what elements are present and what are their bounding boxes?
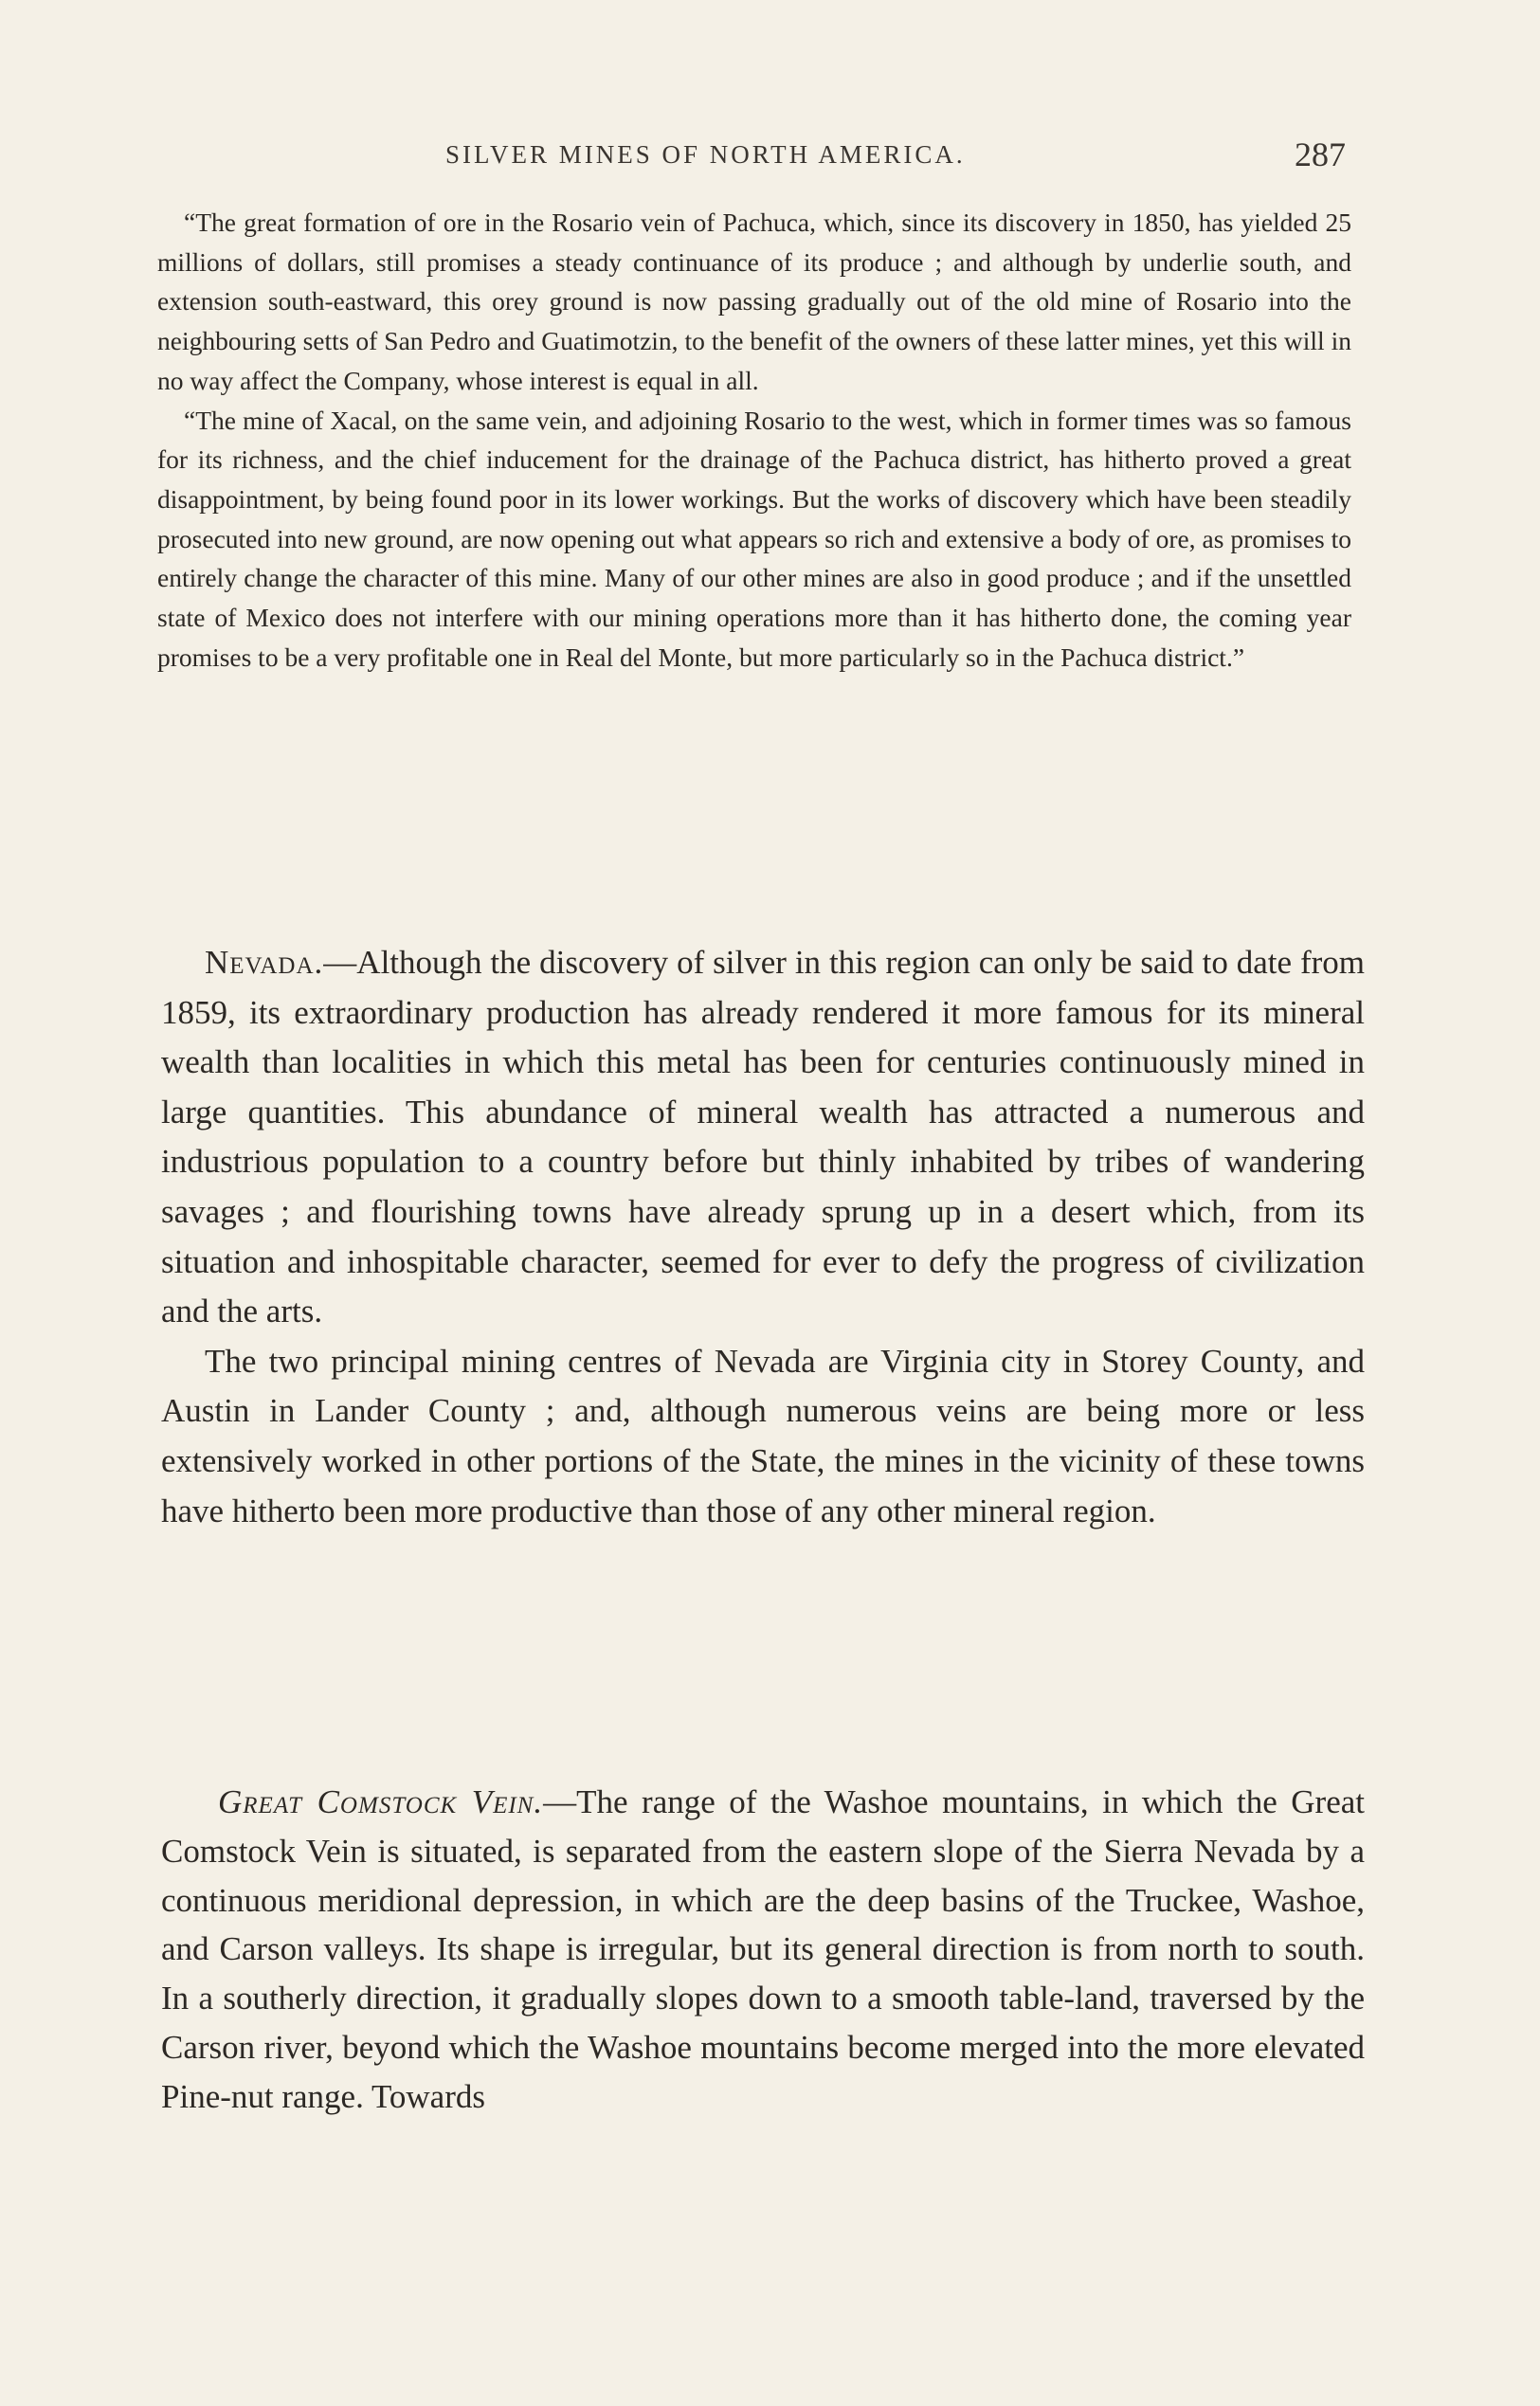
nevada-paragraph-1-text: —Although the discovery of silver in this region can only be said to date from 1859, its extraordinary production has already rendered it more famous for its mineral wealth than localities in which this metal has been for centuries continuously mined in large quantities. This abundance of mineral wealth has attracted a numerous and industrious population to a country before but thinly inhabited by tribes of wandering savages ; and flourishing towns have already sprung up in a desert which, from its situation and inhospitable character, seemed for ever to defy the progress of civilization and the arts. — [161, 944, 1365, 1330]
nevada-paragraph-2: The two principal mining centres of Nevada are Virginia city in Storey County, and Austin in Lander County ; and, although numerous veins are being more or less extensively worked in other portions of the State, the mines in the vicinity of these towns have hitherto been more productive than those of any other mineral region. — [161, 1342, 1365, 1529]
comstock-paragraph-text: —The range of the Washoe mountains, in which the Great Comstock Vein is situated, is separated from the eastern slope of the Sierra Nevada by a continuous meridional depression, in which are the deep basins of the Truckee, Washoe, and Carson valleys. Its shape is irregular, but its general direction is from north to south. In a southerly direction, it gradually slopes down to a smooth table-land, traversed by the Carson river, beyond which the Washoe mountains become merged into the more elevated Pine-nut range. Towards — [161, 1783, 1366, 2115]
quote-paragraph-xacal: “The mine of Xacal, on the same vein, and adjoining Rosario to the west, which in former times was so famous for its richness, and the chief inducement for the drainage of the Pachuca district, has hitherto proved a great disappointment, by being found poor in its lower workings. But the works of discovery which have been steadily prosecuted into new ground, are now opening out what appears so rich and extensive a body of ore, as promises to entirely change the character of this mine. Many of our other mines are also in good produce ; and if the unsettled state of Mexico does not interfere with our mining operations more than it has hitherto done, the coming year promises to be a very profitable one in Real del Monte, but more particularly so in the Pachuca district.” — [157, 405, 1351, 672]
page-number: 287 — [1295, 136, 1346, 173]
nevada-section — [161, 938, 1365, 1536]
nevada-heading: Nevada. — [205, 944, 324, 981]
comstock-heading: Great Comstock Vein. — [218, 1783, 544, 1820]
running-head — [445, 135, 1355, 182]
quote-paragraph-rosario: “The great formation of ore in the Rosario vein of Pachuca, which, since its discovery in 1850, has yielded 25 millions of dollars, still promises a steady continuance of its produce ; and although by underlie south, and extension south-eastward, this orey ground is now passing gradually out of the old mine of Rosario into the neighbouring setts of San Pedro and Guatimotzin, to the benefit of the owners of these latter mines, yet this will in no way affect the Company, whose interest is equal in all. — [157, 208, 1351, 395]
comstock-paragraph — [161, 1778, 1365, 2122]
comstock-section — [161, 1778, 1365, 2122]
quoted-report — [157, 203, 1351, 677]
running-title: SILVER MINES OF NORTH AMERICA. — [445, 140, 966, 169]
nevada-paragraph-1 — [161, 938, 1365, 1337]
